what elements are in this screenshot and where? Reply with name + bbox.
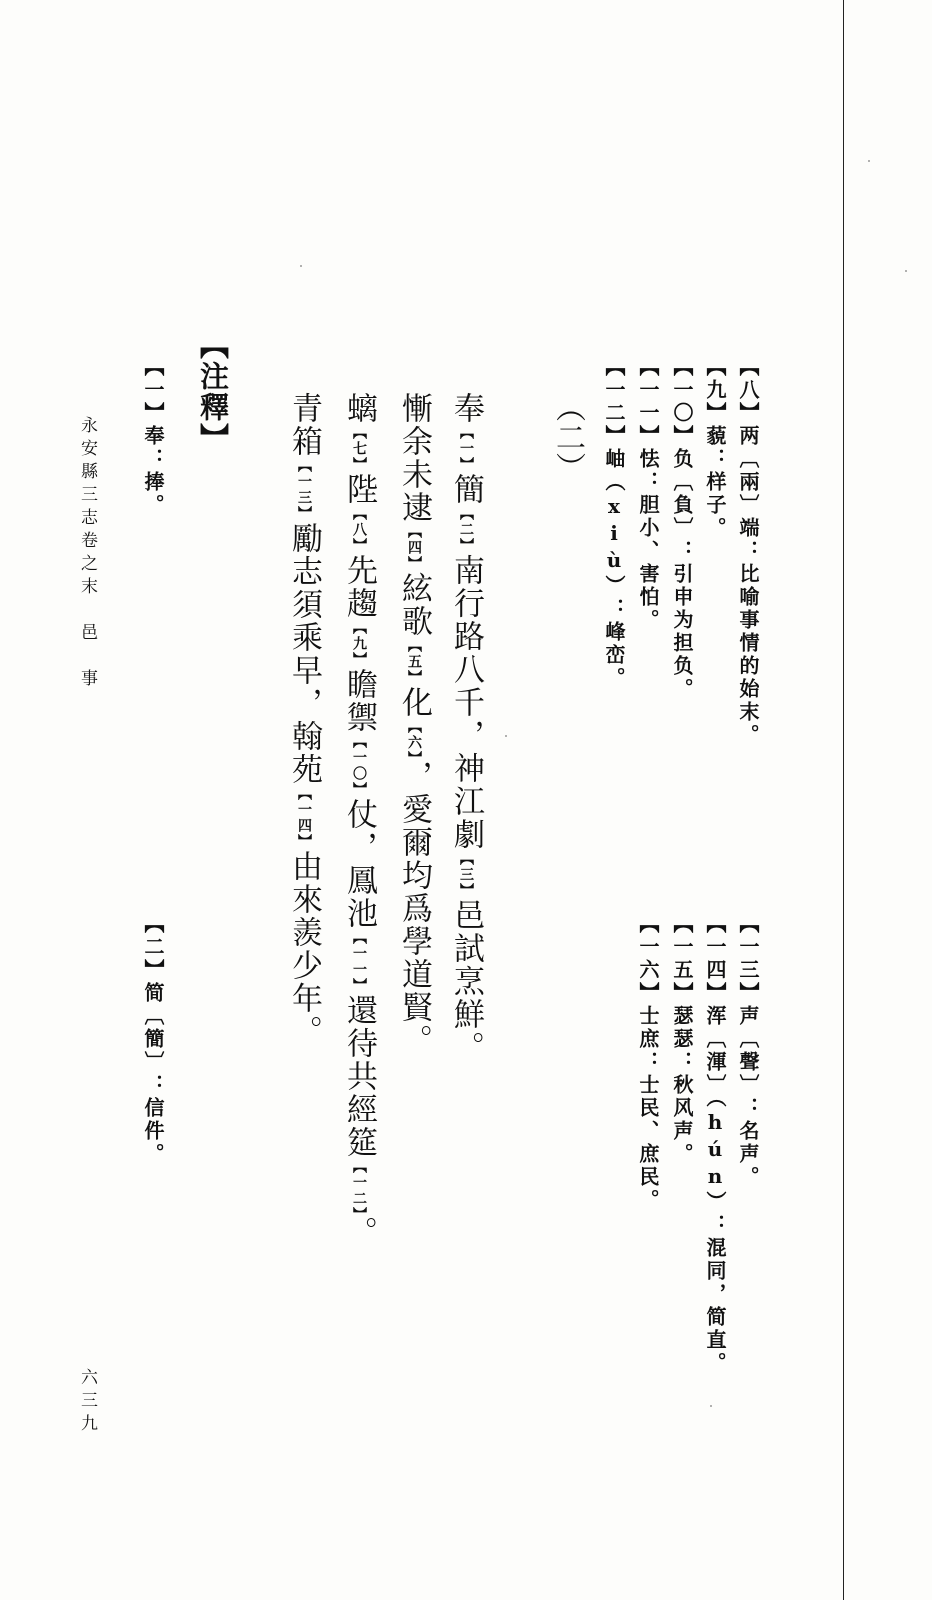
poem-text: 陛 — [341, 473, 377, 506]
footnote-bottom-2: 【一四】浑〔渾〕（hún）：混同，简直。 — [703, 913, 727, 1375]
poem-line-4 — [286, 392, 322, 1048]
poem-text: 瞻禦 — [341, 668, 377, 734]
poem-text: 邑試烹鮮。 — [448, 899, 484, 1064]
note-marker: 【一四】 — [296, 786, 312, 850]
poem-text: 絃歌 — [396, 572, 432, 638]
note-marker: 【四】 — [406, 524, 422, 572]
note-marker: 【一一】 — [351, 930, 367, 994]
note-marker: 【九】 — [351, 620, 367, 668]
poem-text: 青箱 — [286, 392, 322, 458]
footnote-top-3: 【一〇】负〔負〕：引申为担负。 — [670, 356, 694, 701]
note-marker: 【六】 — [406, 719, 422, 760]
note-marker: 【一三】 — [296, 458, 312, 522]
footnote-top-1: 【八】两〔兩〕端：比喻事情的始末。 — [736, 356, 760, 747]
page-number: 六三九 — [77, 1368, 97, 1437]
poem-text: 還待共經筵 — [341, 994, 377, 1159]
footnote-bottom-1: 【一三】声〔聲〕：名声。 — [736, 913, 760, 1189]
paper-speck — [300, 265, 302, 267]
note-marker: 【七】 — [351, 425, 367, 473]
poem-text: 奉 — [448, 392, 484, 425]
poem-line-1 — [448, 392, 484, 1064]
note-1: 【一】奉：捧。 — [141, 356, 165, 517]
poem-line-2 — [396, 392, 432, 1057]
poem-text: ，愛爾均爲學道賢。 — [396, 760, 432, 1057]
note-marker: 【三】 — [458, 851, 474, 899]
note-marker: 【二】 — [458, 506, 474, 554]
paper-speck — [905, 270, 907, 272]
footnote-top-4: 【一一】怯：胆小、害怕。 — [636, 356, 660, 632]
footnote-bottom-3: 【一五】瑟瑟：秋风声。 — [670, 913, 694, 1166]
poem-text: 先趨 — [341, 554, 377, 620]
paper-speck — [710, 1405, 712, 1407]
paper-speck — [868, 160, 870, 162]
poem-text: 勵志須乘早，翰苑 — [286, 522, 322, 786]
margin-rule — [843, 0, 844, 1600]
note-marker: 【五】 — [406, 638, 422, 686]
note-2: 【二】简〔簡〕：信件。 — [141, 913, 165, 1166]
footnote-top-5: 【一二】岫（xiù）：峰峦。 — [602, 356, 626, 690]
poem-number: （二） — [550, 392, 585, 482]
note-marker: 【一】 — [458, 425, 474, 473]
note-marker: 【一〇】 — [351, 734, 367, 798]
poem-text: 由來羨少年。 — [286, 850, 322, 1048]
poem-line-3 — [341, 392, 377, 1249]
poem-text: 慚余未逮 — [396, 392, 432, 524]
poem-text: 簡 — [448, 473, 484, 506]
running-head: 永安縣三志卷之末 邑 事 — [77, 416, 97, 692]
paper-speck — [505, 735, 507, 737]
poem-text: 。 — [341, 1216, 377, 1249]
notes-heading: 【注釋】 — [196, 330, 230, 454]
poem-text: 化 — [396, 686, 432, 719]
footnote-bottom-4: 【一六】士庶：士民、庶民。 — [636, 913, 660, 1212]
footnote-top-2: 【九】藐：样子。 — [703, 356, 727, 540]
poem-text: 仗，鳳池 — [341, 798, 377, 930]
poem-text: 螭 — [341, 392, 377, 425]
poem-text: 南行路八千，神江劇 — [448, 554, 484, 851]
note-marker: 【八】 — [351, 506, 367, 554]
note-marker: 【一二】 — [351, 1159, 367, 1216]
